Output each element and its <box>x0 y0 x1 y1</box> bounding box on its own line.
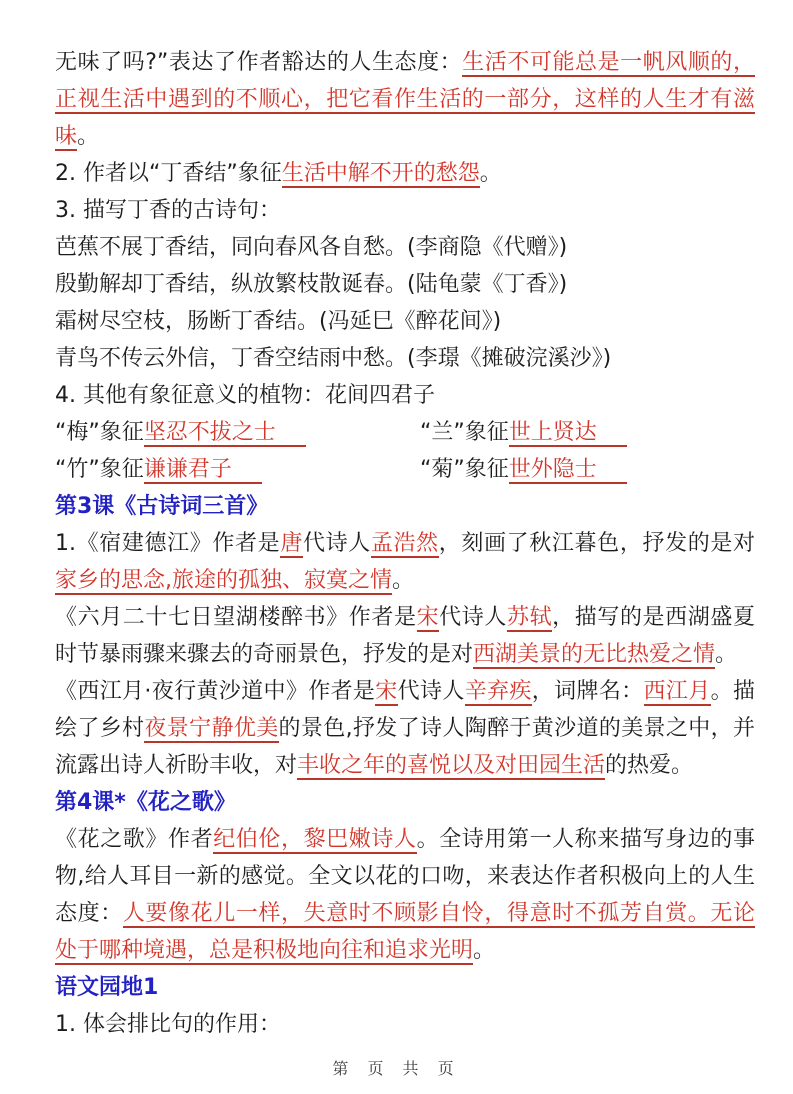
answer-highlight: 生活不可能总是一帆风顺的，正视生活中遇到的不顺心，把它看作生活的一部分，这样的人生才有滋味 <box>55 50 755 149</box>
lesson3-heading <box>55 488 755 525</box>
answer-highlight: 宋 <box>416 605 440 630</box>
answer-highlight: 丰收之年的喜悦以及对田园生活 <box>297 753 606 778</box>
text-segment: 。 <box>473 938 496 963</box>
answer-highlight: 宋 <box>375 679 398 704</box>
answer-highlight: 世上贤达 <box>509 420 627 447</box>
answer-highlight: 坚忍不拔之士 <box>144 420 306 447</box>
answer-highlight: 唐 <box>280 531 303 556</box>
answer-highlight: 苏轼 <box>506 605 553 630</box>
answer-highlight: 孟浩然 <box>370 531 439 556</box>
text-segment: 3. 描写丁香的古诗句： <box>55 198 281 223</box>
text-segment: 《西江月·夜行黄沙道中》作者是 <box>55 679 376 704</box>
answer-highlight: 世外隐士 <box>509 457 627 484</box>
page-footer <box>0 1058 793 1080</box>
poem-line-daizeng <box>55 229 755 266</box>
answer-highlight: 人要像花儿一样，失意时不顾影自怜，得意时不孤芳自赏。无论处于哪种境遇，总是积极地向往和追求光明 <box>55 901 755 963</box>
garden-heading <box>55 969 755 1006</box>
text-segment: 代诗人 <box>439 605 507 630</box>
text-segment: ，词牌名： <box>531 679 644 704</box>
text-segment: 青鸟不传云外信，丁香空结雨中愁。(李璟《摊破浣溪沙》) <box>55 346 612 371</box>
text-segment: 《六月二十七日望湖楼醉书》作者是 <box>55 605 417 630</box>
text-segment: 1.《宿建德江》作者是 <box>55 531 281 556</box>
paragraph-huazhige <box>55 821 755 969</box>
text-segment: “兰”象征 <box>420 420 509 445</box>
paragraph-life-attitude <box>55 44 755 155</box>
answer-highlight: 家乡的思念,旅途的孤独、寂寞之情 <box>55 568 392 593</box>
plant-ju <box>420 451 627 488</box>
answer-highlight: 西江月 <box>643 679 711 704</box>
plant-mei <box>55 414 420 451</box>
text-segment: “竹”象征 <box>55 457 144 482</box>
poem-line-dingxiang <box>55 266 755 303</box>
lesson4-heading <box>55 784 755 821</box>
paragraph-wanghulou <box>55 599 755 673</box>
text-segment: 殷勤解却丁香结，纵放繁枝散诞春。(陆龟蒙《丁香》) <box>55 272 568 297</box>
text-segment: 霜树尽空枝，肠断丁香结。(冯延巳《醉花间》) <box>55 309 502 334</box>
text-segment: 《花之歌》作者 <box>55 827 214 852</box>
text-segment: ，描写的是西湖盛夏时节暴雨骤来骤去的奇丽景色，抒发的是对 <box>55 605 755 667</box>
paragraph-lilac-symbol <box>55 155 755 192</box>
text-segment: 。 <box>392 568 415 593</box>
answer-highlight: 西湖美景的无比热爱之情 <box>473 642 716 667</box>
paragraph-sujiandejiang <box>55 525 755 599</box>
text-segment: 无味了吗?”表达了作者豁达的人生态度： <box>55 50 463 75</box>
text-segment: 。 <box>479 161 502 186</box>
plant-zhu <box>55 451 420 488</box>
answer-highlight: 谦谦君子 <box>144 457 262 484</box>
text-segment: 。描绘了乡村 <box>55 679 755 741</box>
text-segment: “梅”象征 <box>55 420 144 445</box>
heading-text: 语文园地1 <box>55 975 159 1000</box>
heading-text: 第3课《古诗词三首》 <box>55 494 269 519</box>
answer-highlight: 纪伯伦，黎巴嫩诗人 <box>213 827 417 852</box>
text-segment: 。 <box>715 642 738 667</box>
text-segment: 4. 其他有象征意义的植物：花间四君子 <box>55 383 435 408</box>
paragraph-paibiju <box>55 1006 755 1043</box>
paragraph-other-plants <box>55 377 755 414</box>
poem-line-zuihuajian <box>55 303 755 340</box>
paragraph-poems-intro <box>55 192 755 229</box>
text-segment: 的景色,抒发了诗人陶醉于黄沙道的美景之中，并流露出诗人祈盼丰收，对 <box>55 716 755 778</box>
text-segment: “菊”象征 <box>420 457 509 482</box>
text-segment: 的热爱。 <box>605 753 694 778</box>
plant-lan <box>420 414 627 451</box>
answer-highlight: 生活中解不开的愁怨 <box>281 161 480 186</box>
footer-text: 第 页 共 页 <box>332 1059 461 1078</box>
text-segment: 。 <box>77 124 100 149</box>
text-segment: 代诗人 <box>302 531 371 556</box>
plant-symbol-row-2 <box>55 451 755 488</box>
text-segment: 2. 作者以“丁香结”象征 <box>55 161 282 186</box>
text-segment: 。全诗用第一人称来描写身边的事物,给人耳目一新的感觉。全文以花的口吻，来表达作者积极向上的人生态度： <box>55 827 755 926</box>
text-segment: 芭蕉不展丁香结，同向春风各自愁。(李商隐《代赠》) <box>55 235 568 260</box>
answer-highlight: 辛弃疾 <box>464 679 532 704</box>
text-segment: ，刻画了秋江暮色，抒发的是对 <box>438 531 755 556</box>
text-segment: 代诗人 <box>397 679 465 704</box>
plant-symbol-row-1 <box>55 414 755 451</box>
poem-line-tanpohuanxisha <box>55 340 755 377</box>
text-segment: 1. 体会排比句的作用： <box>55 1012 281 1037</box>
heading-text: 第4课*《花之歌》 <box>55 790 236 815</box>
answer-highlight: 夜景宁静优美 <box>144 716 279 741</box>
paragraph-xijiangyue <box>55 673 755 784</box>
